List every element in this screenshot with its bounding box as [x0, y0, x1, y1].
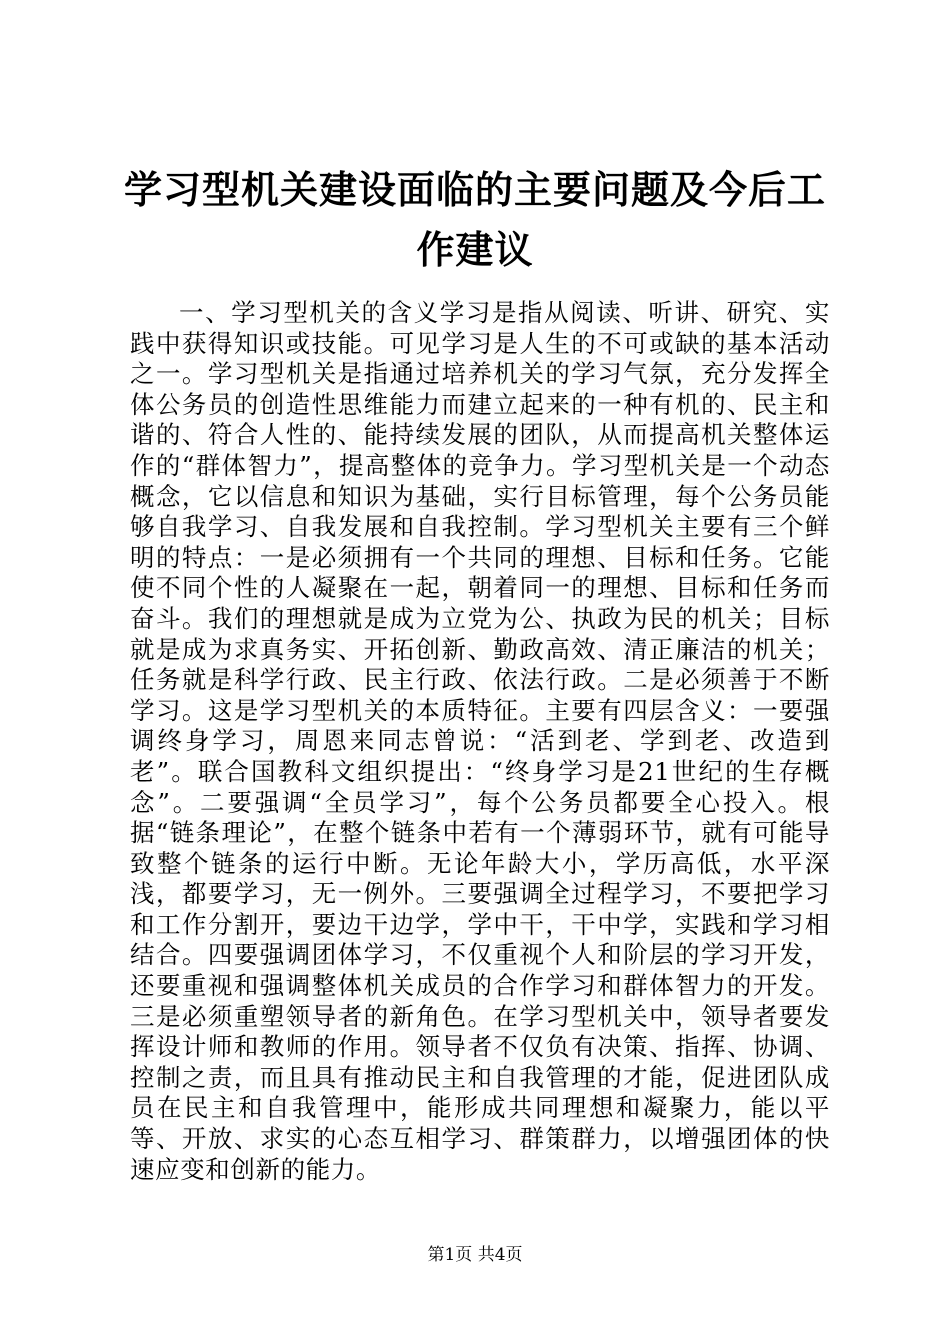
body-paragraph: 一、学习型机关的含义学习是指从阅读、听讲、研究、实践中获得知识或技能。可见学习是人生的不可或缺的基本活动之一。学习型机关是指通过培养机关的学习气氛，充分发挥全体公务员的创造性思维能力而建立起来的一种有机的、民主和谐的、符合人性的、能持续发展的团队，从而提高机关整体运作的“群体智力”，提高整体的竞争力。学习型机关是一个动态概念，它以信息和知识为基础，实行目标管理，每个公务员能够自我学习、自我发展和自我控制。学习型机关主要有三个鲜明的特点：一是必须拥有一个共同的理想、目标和任务。它能使不同个性的人凝聚在一起，朝着同一的理想、目标和任务而奋斗。我们的理想就是成为立党为公、执政为民的机关；目标就是成为求真务实、开拓创新、勤政高效、清正廉洁的机关；任务就是科学行政、民主行政、依法行政。二是必须善于不断学习。这是学习型机关的本质特征。主要有四层含义：一要强调终身学习，周恩来同志曾说：“活到老、学到老、改造到老”。联合国教科文组织提出：“终身学习是21世纪的生存概念”。二要强调“全员学习”，每个公务员都要全心投入。根据“链条理论”，在整个链条中若有一个薄弱环节，就有可能导致整个链条的运行中断。无论年龄大小，学历高低，水平深浅，都要学习，无一例外。三要强调全过程学习，不要把学习和工作分割开，要边干边学，学中干，干中学，实践和学习相结合。四要强调团体学习，不仅重视个人和阶层的学习开发，还要重视和强调整体机关成员的合作学习和群体智力的开发。三是必须重塑领导者的新角色。在学习型机关中，领导者要发挥设计师和教师的作用。领导者不仅负有决策、指挥、协调、控制之责，而且具有推动民主和自我管理的才能，促进团队成员在民主和自我管理中，能形成共同理想和凝聚力，能以平等、开放、求实的心态互相学习、群策群力，以增强团体的快速应变和创新的能力。: [130, 298, 830, 1184]
page-footer: 第1页 共4页: [427, 1245, 523, 1265]
document-title: 学习型机关建设面临的主要问题及今后工作建议: [123, 168, 826, 272]
